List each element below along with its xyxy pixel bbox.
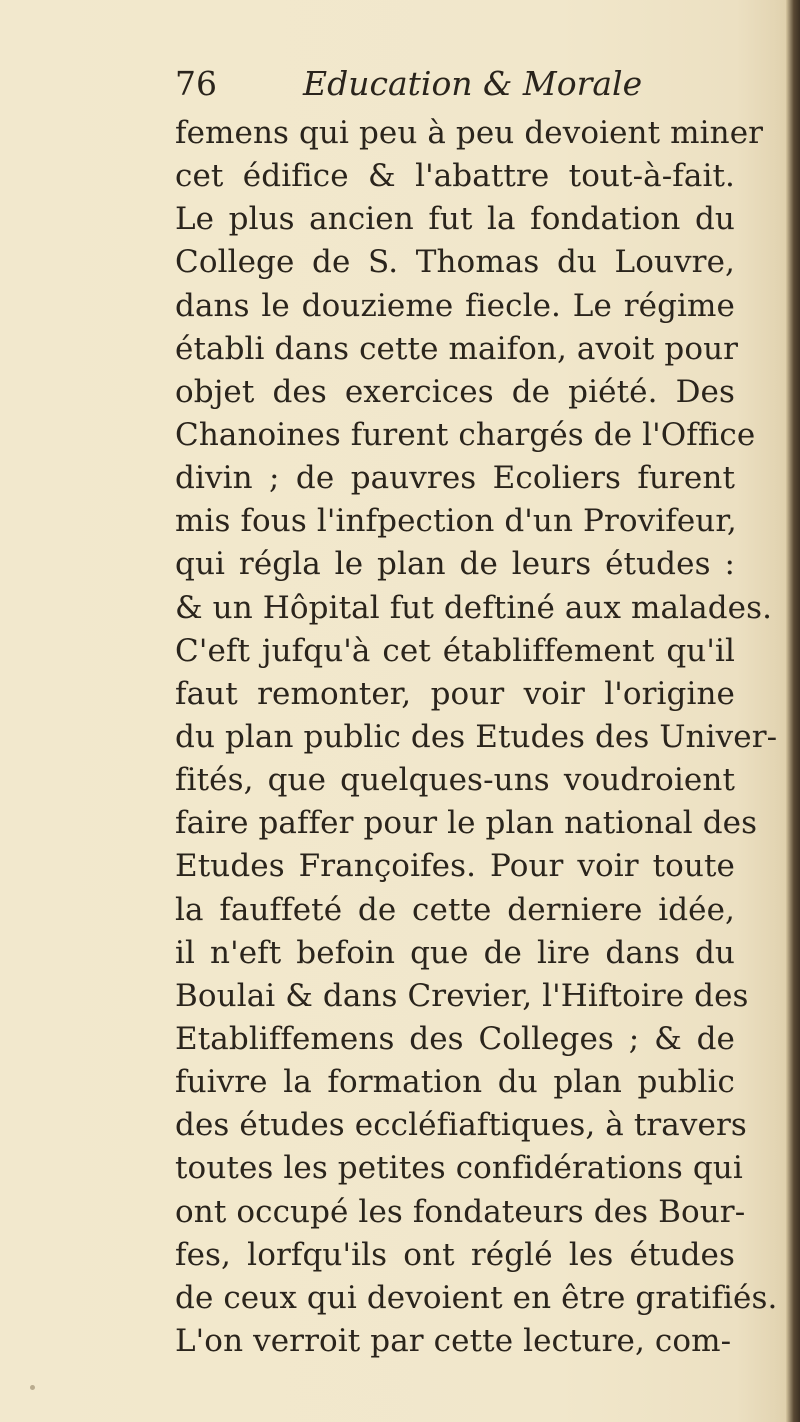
text-line: des études eccléfiaftiques, à travers — [175, 1107, 747, 1144]
text-line: Boulai & dans Crevier, l'Hiftoire des — [175, 977, 749, 1014]
running-title: Education & Morale — [303, 64, 643, 103]
text-line: fités, que quelques-uns voudroient — [175, 762, 735, 799]
text-line: ont occupé les fondateurs des Bour- — [175, 1193, 746, 1230]
text-line: Etabliffemens des Colleges ; & de — [175, 1020, 735, 1057]
text-line: toutes les petites confidérations qui — [175, 1150, 743, 1187]
page-edge — [786, 0, 800, 1422]
text-line: faut remonter, pour voir l'origine — [175, 675, 735, 712]
page-number: 76 — [175, 64, 217, 103]
text-line: Etudes Françoifes. Pour voir toute — [175, 848, 735, 885]
paper-speck — [30, 1385, 35, 1390]
text-line: il n'eft befoin que de lire dans du — [175, 934, 735, 971]
text-line: fes, lorfqu'ils ont réglé les études — [175, 1236, 735, 1273]
text-line: faire paffer pour le plan national des — [175, 805, 758, 842]
text-line: fuivre la formation du plan public — [175, 1064, 735, 1101]
body-text — [175, 112, 778, 1363]
text-line: objet des exercices de piété. Des — [175, 373, 735, 410]
text-line: L'on verroit par cette lecture, com- — [175, 1322, 732, 1359]
text-line: de ceux qui devoient en être gratifiés. — [175, 1279, 778, 1316]
text-line: & un Hôpital fut deftiné aux malades. — [175, 589, 773, 626]
text-line: qui régla le plan de leurs études : — [175, 546, 735, 583]
text-line: Chanoines furent chargés de l'Office — [175, 416, 756, 453]
text-line: établi dans cette maifon, avoit pour — [175, 330, 739, 367]
text-line: College de S. Thomas du Louvre, — [175, 244, 735, 281]
text-line: mis fous l'infpection d'un Provifeur, — [175, 503, 737, 540]
page-header — [175, 64, 735, 104]
text-line: femens qui peu à peu devoient miner — [175, 115, 764, 151]
text-line: C'eft jufqu'à cet établiffement qu'il — [175, 632, 735, 669]
text-line: divin ; de pauvres Ecoliers furent — [175, 460, 735, 497]
text-line: cet édifice & l'abattre tout-à-fait. — [175, 158, 735, 195]
text-line: la fauffeté de cette derniere idée, — [175, 891, 735, 928]
text-line: du plan public des Etudes des Univer- — [175, 718, 778, 755]
text-line: Le plus ancien fut la fondation du — [175, 201, 735, 238]
text-line: dans le douzieme fiecle. Le régime — [175, 287, 735, 324]
